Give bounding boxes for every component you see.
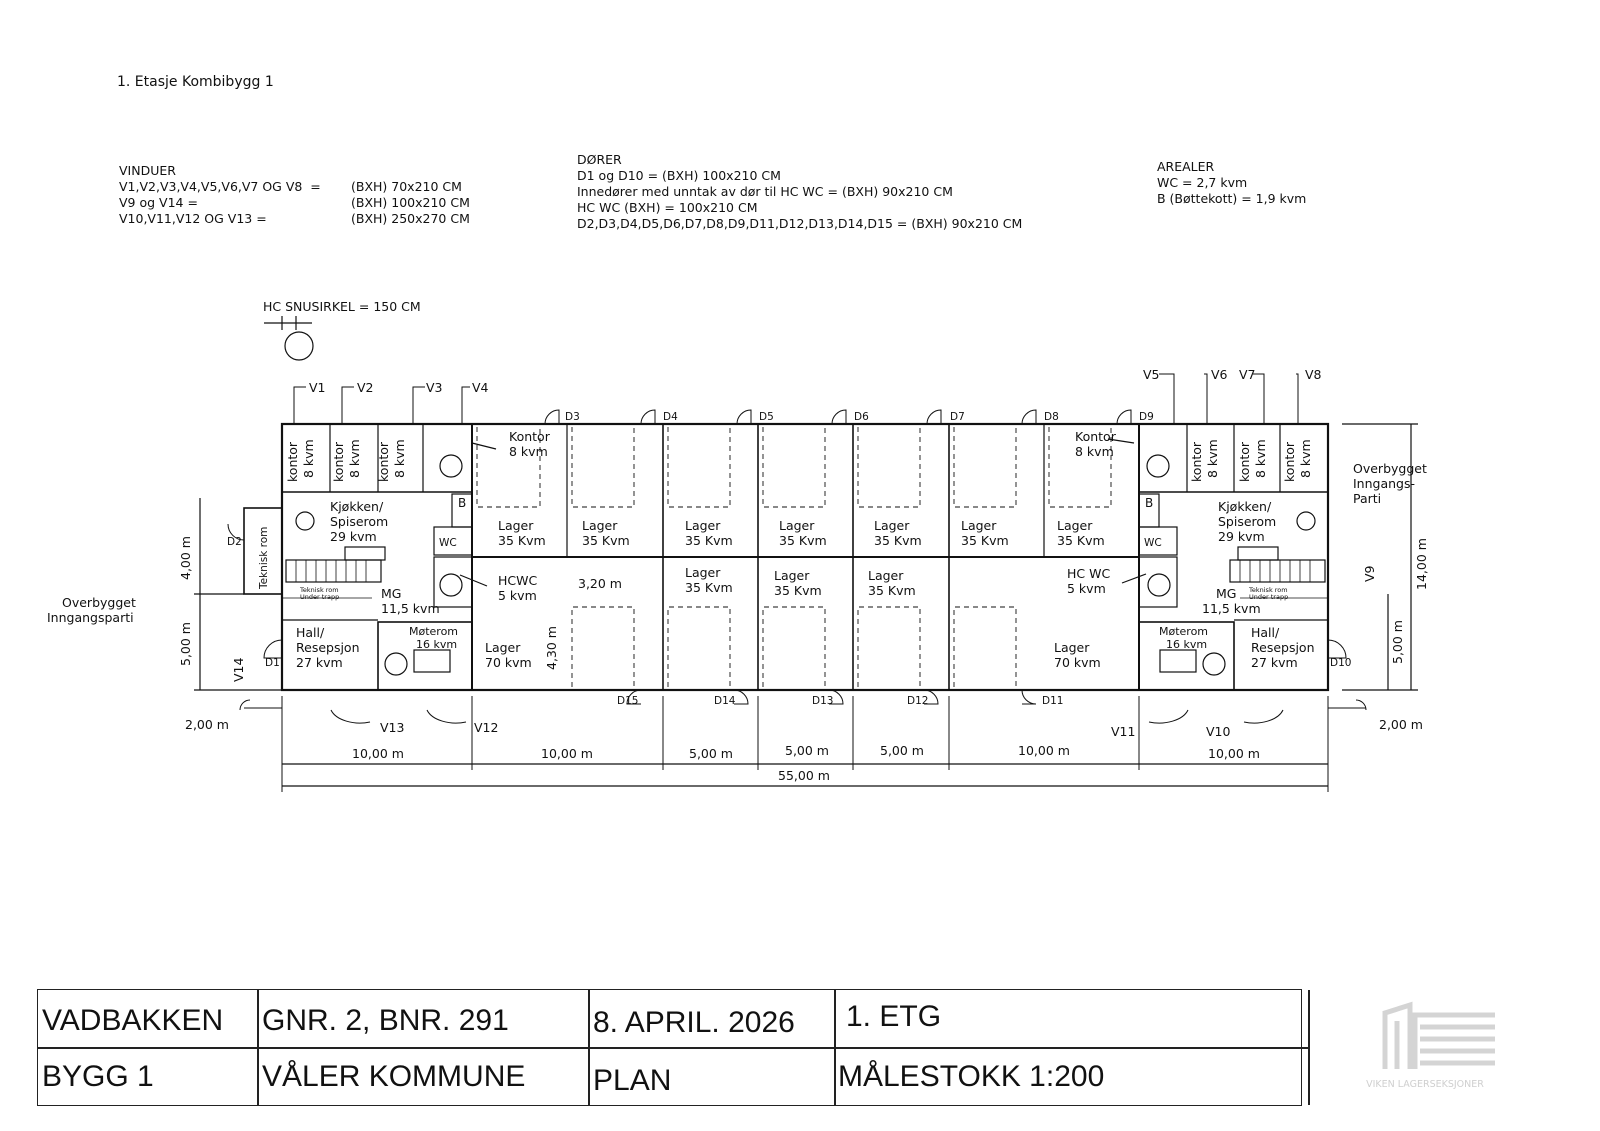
room-label: Under trapp: [300, 593, 340, 601]
dimension-label: 5,00 m: [785, 743, 829, 758]
dimension-label: 2,00 m: [185, 717, 229, 732]
room-area: 8 kvm: [392, 439, 407, 478]
room-label: Kjøkken/: [1218, 499, 1272, 514]
window-label: V1: [309, 380, 326, 395]
dimension-label: 10,00 m: [352, 746, 404, 761]
entrance-label: Parti: [1353, 491, 1382, 506]
door-label: D8: [1044, 411, 1059, 423]
areas-heading: AREALER: [1157, 159, 1215, 174]
logo-text: VIKEN LAGERSEKSJONER: [1366, 1079, 1484, 1090]
window-label: V12: [474, 720, 499, 735]
door-label: D14: [714, 695, 736, 707]
room-label: 8 kvm: [509, 444, 548, 459]
room-label: Kontor: [1075, 429, 1116, 444]
room-area: 8 kvm: [1205, 439, 1220, 478]
dimension-label: 10,00 m: [541, 746, 593, 761]
window-label: V11: [1111, 724, 1136, 739]
dimension-label: 5,00 m: [1390, 620, 1405, 664]
room-area: 35 Kvm: [685, 533, 733, 548]
company-logo: [1315, 1001, 1505, 1099]
room-label: Lager: [874, 518, 910, 533]
room-label: Lager: [582, 518, 618, 533]
room-label: HC WC: [1067, 566, 1111, 581]
room-label: Kontor: [509, 429, 550, 444]
door-label: D13: [812, 695, 834, 707]
door-label: D11: [1042, 695, 1064, 707]
door-label: D9: [1139, 411, 1154, 423]
windows-row-value: (BXH) 70x210 CM: [351, 179, 462, 194]
entrance-label: Overbygget: [62, 595, 136, 610]
windows-row-label: V10,V11,V12 OG V13 =: [119, 211, 267, 226]
room-label: 27 kvm: [296, 655, 343, 670]
room-label: 5 kvm: [498, 588, 537, 603]
doors-heading: DØRER: [577, 152, 622, 167]
room-area: 35 Kvm: [961, 533, 1009, 548]
room-area: 8 kvm: [1253, 439, 1268, 478]
door-label: D2: [227, 536, 242, 548]
room-area: 35 Kvm: [685, 580, 733, 595]
page-title: 1. Etasje Kombibygg 1: [117, 74, 274, 90]
room-label: HCWC: [498, 573, 538, 588]
door-label: D3: [565, 411, 580, 423]
room-label: MG: [1216, 586, 1237, 601]
entrance-label: Overbygget: [1353, 461, 1427, 476]
room-label: 27 kvm: [1251, 655, 1298, 670]
dimension-label: 3,20 m: [578, 576, 622, 591]
room-label: Møterom: [1159, 625, 1209, 638]
room-label: Lager: [774, 568, 810, 583]
drawing-type: PLAN: [593, 1064, 672, 1097]
room-area: 11,5 kvm: [1202, 601, 1261, 616]
room-label: Kjøkken/: [330, 499, 384, 514]
room-label: kontor: [1237, 441, 1252, 482]
window-label: V6: [1211, 367, 1228, 382]
window-label: V2: [357, 380, 374, 395]
room-label: Lager: [1054, 640, 1090, 655]
room-label: kontor: [285, 441, 300, 482]
storage-label: B: [458, 496, 467, 510]
building-name: BYGG 1: [42, 1060, 154, 1093]
window-label: V13: [380, 720, 405, 735]
room-label: kontor: [1282, 441, 1297, 482]
room-label: Resepsjon: [1251, 640, 1315, 655]
scale-label: MÅLESTOKK 1:200: [838, 1060, 1105, 1093]
door-label: D7: [950, 411, 965, 423]
room-label: Teknisk rom: [258, 526, 270, 589]
room-area: 35 Kvm: [1057, 533, 1105, 548]
dimension-label: 4,00 m: [178, 536, 193, 580]
room-label: Under trapp: [1249, 593, 1289, 601]
hc-circle-label: HC SNUSIRKEL = 150 CM: [263, 299, 421, 314]
window-label: V10: [1206, 724, 1231, 739]
room-label: Teknisk rom: [300, 586, 339, 594]
room-label: Spiserom: [330, 514, 389, 529]
dimension-label: 2,00 m: [1379, 717, 1423, 732]
windows-row-value: (BXH) 100x210 CM: [351, 195, 470, 210]
floor-label: 1. ETG: [846, 1000, 942, 1033]
room-label: Lager: [779, 518, 815, 533]
room-label: Teknisk rom: [1249, 586, 1288, 594]
title-block: [37, 989, 1302, 1106]
room-area: 35 Kvm: [779, 533, 827, 548]
window-label: V9: [1362, 565, 1377, 582]
areas-row: WC = 2,7 kvm: [1157, 175, 1248, 190]
room-label: Spiserom: [1218, 514, 1277, 529]
windows-row-label: V1,V2,V3,V4,V5,V6,V7 OG V8 =: [119, 179, 321, 194]
dimension-label: 10,00 m: [1018, 743, 1070, 758]
drawing-date: 8. APRIL. 2026: [593, 1006, 795, 1039]
room-area: 8 kvm: [347, 439, 362, 478]
room-area: 8 kvm: [301, 439, 316, 478]
windows-row-label: V9 og V14 =: [119, 195, 198, 210]
dimension-label: 14,00 m: [1414, 538, 1429, 590]
room-area: 35 Kvm: [774, 583, 822, 598]
room-label: 8 kvm: [1075, 444, 1114, 459]
property-id: GNR. 2, BNR. 291: [262, 1004, 509, 1037]
room-label: Hall/: [296, 625, 325, 640]
room-label: Lager: [1057, 518, 1093, 533]
door-label: D12: [907, 695, 929, 707]
room-label: 29 kvm: [1218, 529, 1265, 544]
wc-label: WC: [439, 537, 457, 549]
dimension-label: 10,00 m: [1208, 746, 1260, 761]
room-label: 29 kvm: [330, 529, 377, 544]
room-area: 35 Kvm: [582, 533, 630, 548]
doors-row: Innedører med unntak av dør til HC WC = (BXH) 90x210 CM: [577, 184, 953, 199]
room-area: 35 Kvm: [498, 533, 546, 548]
doors-row: HC WC (BXH) = 100x210 CM: [577, 200, 758, 215]
room-label: Lager: [961, 518, 997, 533]
room-label: 70 kvm: [1054, 655, 1101, 670]
doors-row: D2,D3,D4,D5,D6,D7,D8,D9,D11,D12,D13,D14,D15 = (BXH) 90x210 CM: [577, 216, 1023, 231]
room-label: Lager: [868, 568, 904, 583]
room-label: kontor: [331, 441, 346, 482]
entrance-label: Inngangs-: [1353, 476, 1416, 491]
window-label: V3: [426, 380, 443, 395]
door-label: D10: [1330, 657, 1352, 669]
room-label: 5 kvm: [1067, 581, 1106, 596]
door-label: D15: [617, 695, 639, 707]
room-label: Lager: [685, 565, 721, 580]
room-area: 35 Kvm: [874, 533, 922, 548]
wc-label: WC: [1144, 537, 1162, 549]
door-label: D5: [759, 411, 774, 423]
room-label: Resepsjon: [296, 640, 360, 655]
room-area: 11,5 kvm: [381, 601, 440, 616]
room-label: kontor: [1189, 441, 1204, 482]
municipality: VÅLER KOMMUNE: [262, 1060, 526, 1093]
storage-label: B: [1145, 496, 1154, 510]
door-label: D6: [854, 411, 869, 423]
room-label: Lager: [485, 640, 521, 655]
room-label: kontor: [376, 441, 391, 482]
dimension-label: 5,00 m: [880, 743, 924, 758]
dimension-label: 55,00 m: [778, 768, 830, 783]
room-label: Lager: [685, 518, 721, 533]
room-area: 16 kvm: [1166, 638, 1208, 651]
window-label: V8: [1305, 367, 1322, 382]
window-label: V5: [1143, 367, 1160, 382]
door-label: D4: [663, 411, 678, 423]
room-label: 70 kvm: [485, 655, 532, 670]
door-label: D1: [265, 657, 280, 669]
dimension-label: 5,00 m: [178, 622, 193, 666]
areas-row: B (Bøttekott) = 1,9 kvm: [1157, 191, 1307, 206]
room-area: 8 kvm: [1298, 439, 1313, 478]
window-label: V14: [231, 657, 246, 682]
room-area: 16 kvm: [416, 638, 458, 651]
room-area: 35 Kvm: [868, 583, 916, 598]
windows-row-value: (BXH) 250x270 CM: [351, 211, 470, 226]
window-label: V4: [472, 380, 489, 395]
dimension-label: 5,00 m: [689, 746, 733, 761]
project-name: VADBAKKEN: [42, 1004, 224, 1037]
doors-row: D1 og D10 = (BXH) 100x210 CM: [577, 168, 781, 183]
window-label: V7: [1239, 367, 1256, 382]
room-label: Lager: [498, 518, 534, 533]
room-label: Møterom: [409, 625, 459, 638]
windows-heading: VINDUER: [119, 163, 176, 178]
room-label: MG: [381, 586, 402, 601]
dimension-label: 4,30 m: [544, 626, 559, 670]
entrance-label: Inngangsparti: [47, 610, 134, 625]
room-label: Hall/: [1251, 625, 1280, 640]
